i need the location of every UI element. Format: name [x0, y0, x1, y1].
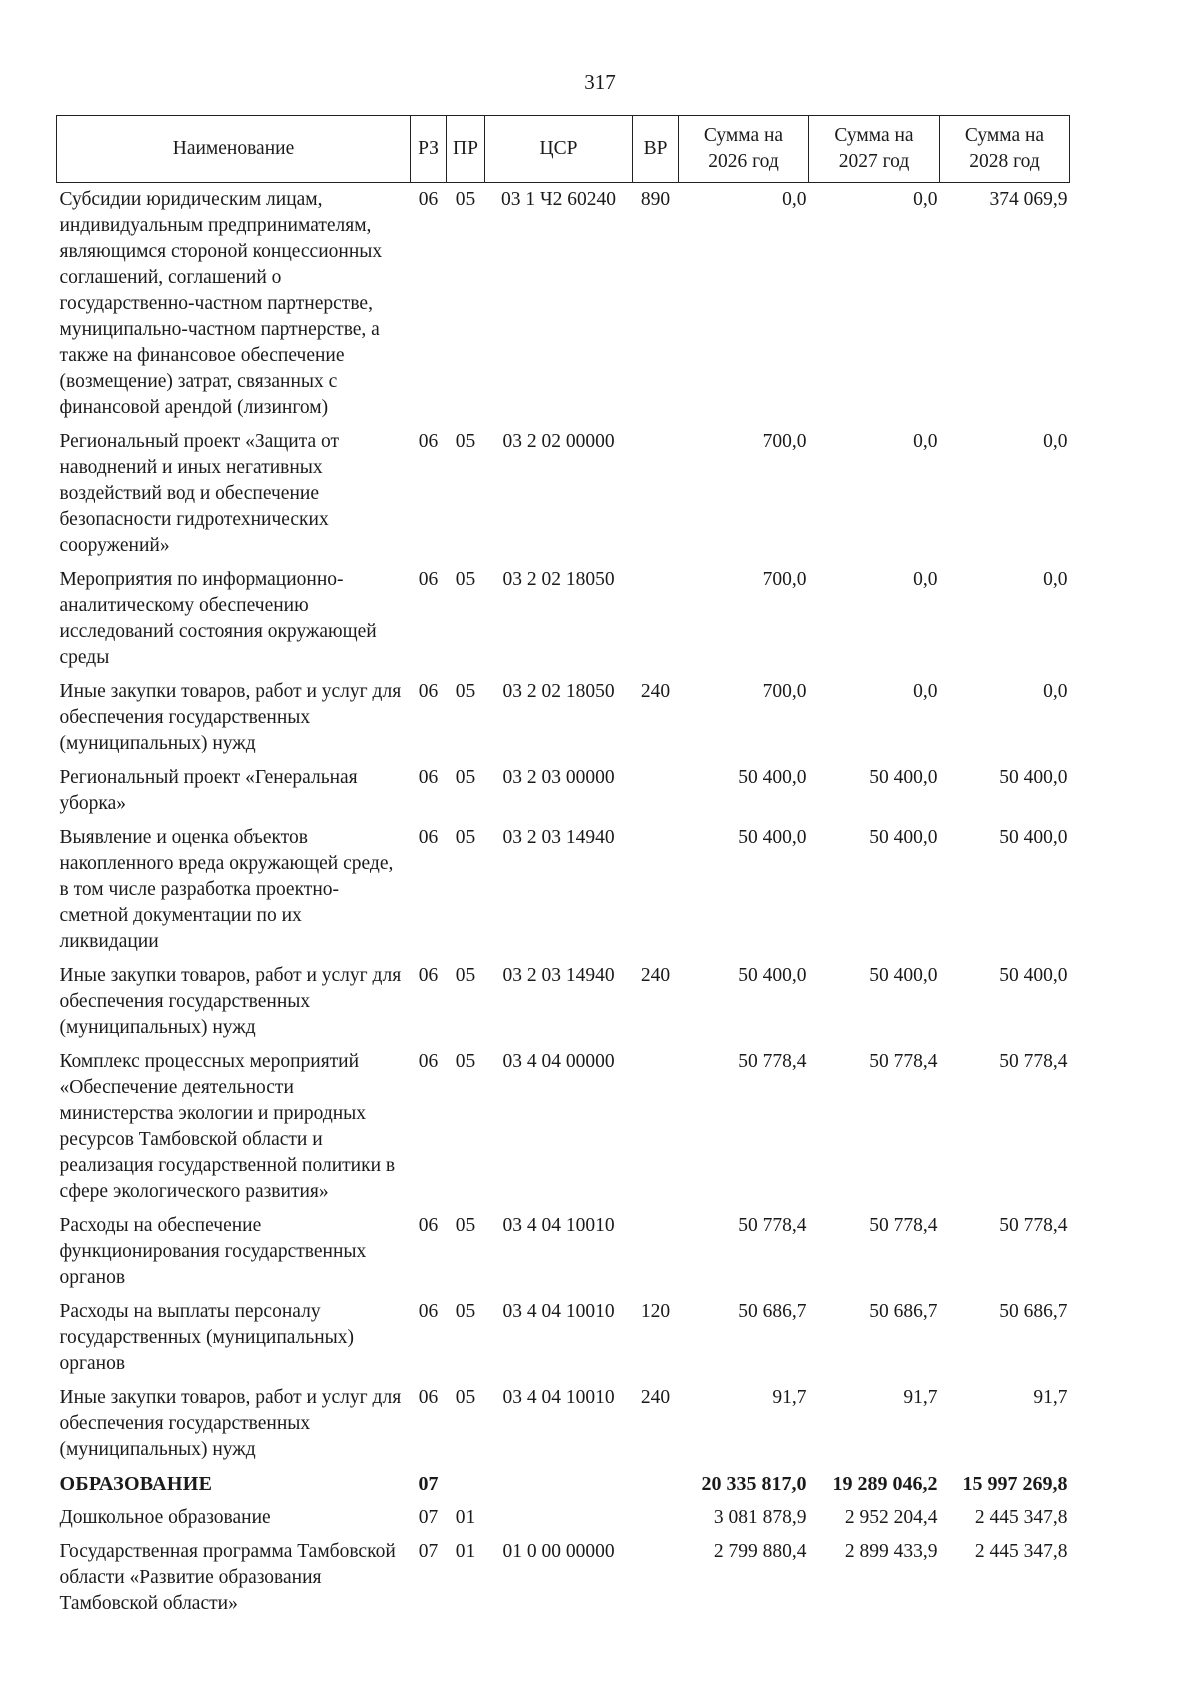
row-rz: 06 — [418, 569, 439, 590]
row-vr — [633, 761, 679, 821]
row-pr: 05 — [455, 827, 476, 848]
table-body — [57, 183, 1070, 1622]
table-row — [57, 563, 1070, 675]
row-rz: 06 — [418, 1301, 439, 1322]
row-vr: 120 — [640, 1301, 671, 1322]
row-sum-2028: 50 400,0 — [999, 767, 1068, 788]
table-row — [57, 1381, 1070, 1467]
row-sum-2026: 700,0 — [762, 569, 807, 590]
row-csr: 03 2 03 14940 — [502, 827, 615, 848]
row-sum-2026: 3 081 878,9 — [713, 1507, 807, 1528]
row-sum-2027: 91,7 — [903, 1387, 938, 1408]
row-rz: 06 — [418, 431, 439, 452]
row-name: Комплекс процессных мероприятий «Обеспечение деятельности министерства экологии и природных ресурсов Тамбовской области и реализация государственной политики в сфере экологического развития» — [59, 1051, 396, 1202]
row-name: Региональный проект «Генеральная уборка» — [59, 767, 358, 814]
row-sum-2027: 50 686,7 — [869, 1301, 938, 1322]
header-sum-2027: Сумма на 2027 год — [809, 116, 940, 183]
row-vr — [633, 1535, 679, 1621]
row-name: Субсидии юридическим лицам, индивидуальным предпринимателям, являющимся стороной концессионных соглашений, соглашений о государственно-частном партнерстве, муниципально-частном партнерстве, а также на финансовое обеспечение (возмещение) затрат, связанных с финансовой арендой (лизингом) — [59, 189, 383, 418]
row-csr: 03 2 03 00000 — [502, 767, 615, 788]
header-pr: ПР — [447, 116, 485, 183]
table-row — [57, 1295, 1070, 1381]
row-vr — [633, 1467, 679, 1501]
row-csr — [485, 1467, 633, 1501]
row-pr: 05 — [455, 431, 476, 452]
row-pr: 05 — [455, 681, 476, 702]
header-name: Наименование — [57, 116, 411, 183]
row-pr: 05 — [455, 189, 476, 210]
row-sum-2026: 2 799 880,4 — [713, 1541, 807, 1562]
row-sum-2027: 50 400,0 — [869, 965, 938, 986]
row-csr: 03 4 04 00000 — [502, 1051, 615, 1072]
row-sum-2028: 0,0 — [1043, 569, 1068, 590]
header-rz: РЗ — [411, 116, 447, 183]
row-sum-2027: 50 778,4 — [869, 1215, 938, 1236]
row-vr — [633, 1209, 679, 1295]
row-sum-2027: 0,0 — [913, 189, 938, 210]
row-name: ОБРАЗОВАНИЕ — [59, 1473, 213, 1495]
table-row — [57, 1535, 1070, 1621]
page-number: 317 — [584, 70, 616, 94]
row-rz: 06 — [418, 827, 439, 848]
row-sum-2027: 50 400,0 — [869, 827, 938, 848]
row-sum-2027: 50 778,4 — [869, 1051, 938, 1072]
row-rz: 06 — [418, 1051, 439, 1072]
row-vr: 240 — [640, 1387, 671, 1408]
table-row — [57, 675, 1070, 761]
row-rz: 07 — [418, 1507, 439, 1528]
row-sum-2026: 91,7 — [772, 1387, 807, 1408]
row-sum-2026: 700,0 — [762, 431, 807, 452]
row-sum-2027: 0,0 — [913, 681, 938, 702]
row-rz: 06 — [418, 681, 439, 702]
row-pr: 05 — [455, 767, 476, 788]
row-name: Иные закупки товаров, работ и услуг для обеспечения государственных (муниципальных) нужд — [59, 1387, 402, 1460]
row-sum-2027: 50 400,0 — [869, 767, 938, 788]
row-sum-2028: 50 400,0 — [999, 827, 1068, 848]
row-csr: 03 4 04 10010 — [502, 1215, 615, 1236]
row-vr — [633, 425, 679, 563]
row-sum-2028: 50 400,0 — [999, 965, 1068, 986]
row-sum-2026: 50 778,4 — [738, 1051, 807, 1072]
row-name: Расходы на выплаты персоналу государственных (муниципальных) органов — [59, 1301, 355, 1374]
table-row — [57, 761, 1070, 821]
row-sum-2028: 2 445 347,8 — [974, 1507, 1068, 1528]
row-vr — [633, 1501, 679, 1535]
budget-table — [56, 115, 1070, 1621]
row-pr: 05 — [455, 569, 476, 590]
row-rz: 07 — [418, 1473, 439, 1495]
row-name: Дошкольное образование — [59, 1507, 271, 1528]
row-sum-2027: 19 289 046,2 — [832, 1473, 938, 1495]
row-csr: 03 4 04 10010 — [502, 1387, 615, 1408]
row-pr: 01 — [455, 1541, 476, 1562]
row-csr: 03 2 02 18050 — [502, 681, 615, 702]
row-sum-2026: 50 778,4 — [738, 1215, 807, 1236]
row-vr — [633, 1045, 679, 1209]
row-sum-2028: 2 445 347,8 — [974, 1541, 1068, 1562]
header-vr: ВР — [633, 116, 679, 183]
table-row — [57, 1209, 1070, 1295]
row-pr: 05 — [455, 1051, 476, 1072]
row-name: Иные закупки товаров, работ и услуг для обеспечения государственных (муниципальных) нужд — [59, 681, 402, 754]
row-pr: 05 — [455, 1387, 476, 1408]
table-row — [57, 1045, 1070, 1209]
row-sum-2028: 374 069,9 — [989, 189, 1068, 210]
row-csr: 01 0 00 00000 — [502, 1541, 615, 1562]
row-vr — [633, 563, 679, 675]
table-row — [57, 1467, 1070, 1501]
row-sum-2026: 50 400,0 — [738, 767, 807, 788]
table-row — [57, 959, 1070, 1045]
row-sum-2026: 0,0 — [782, 189, 807, 210]
row-sum-2028: 50 778,4 — [999, 1215, 1068, 1236]
row-csr — [485, 1501, 633, 1535]
row-sum-2028: 50 778,4 — [999, 1051, 1068, 1072]
row-sum-2027: 2 899 433,9 — [844, 1541, 938, 1562]
table-row — [57, 821, 1070, 959]
row-pr: 05 — [455, 1215, 476, 1236]
row-sum-2027: 2 952 204,4 — [844, 1507, 938, 1528]
header-csr: ЦСР — [485, 116, 633, 183]
row-rz: 06 — [418, 965, 439, 986]
row-rz: 07 — [418, 1541, 439, 1562]
row-rz: 06 — [418, 1215, 439, 1236]
row-sum-2028: 15 997 269,8 — [962, 1473, 1068, 1495]
row-vr: 240 — [640, 965, 671, 986]
table-row — [57, 425, 1070, 563]
row-csr: 03 2 02 00000 — [502, 431, 615, 452]
row-sum-2027: 0,0 — [913, 431, 938, 452]
row-name: Государственная программа Тамбовской области «Развитие образования Тамбовской области» — [59, 1541, 396, 1614]
row-csr: 03 2 03 14940 — [502, 965, 615, 986]
row-rz: 06 — [418, 767, 439, 788]
row-sum-2027: 0,0 — [913, 569, 938, 590]
row-sum-2028: 0,0 — [1043, 431, 1068, 452]
row-vr — [633, 821, 679, 959]
row-sum-2026: 50 400,0 — [738, 827, 807, 848]
header-sum-2028: Сумма на 2028 год — [940, 116, 1070, 183]
row-pr: 05 — [455, 965, 476, 986]
row-sum-2026: 50 686,7 — [738, 1301, 807, 1322]
row-sum-2026: 700,0 — [762, 681, 807, 702]
row-name: Региональный проект «Защита от наводнений и иных негативных воздействий вод и обеспечение безопасности гидротехнических сооружений» — [59, 431, 340, 556]
row-name: Выявление и оценка объектов накопленного вреда окружающей среде, в том числе разработка проектно-сметной документации по их ликвидации — [59, 827, 394, 952]
header-sum-2026: Сумма на 2026 год — [679, 116, 809, 183]
row-sum-2028: 91,7 — [1033, 1387, 1068, 1408]
table-row — [57, 183, 1070, 426]
row-vr: 240 — [640, 681, 671, 702]
row-pr: 05 — [455, 1301, 476, 1322]
row-sum-2028: 50 686,7 — [999, 1301, 1068, 1322]
row-pr: 01 — [455, 1507, 476, 1528]
row-rz: 06 — [418, 1387, 439, 1408]
row-rz: 06 — [418, 189, 439, 210]
row-csr: 03 1 Ч2 60240 — [500, 189, 617, 210]
row-name: Мероприятия по информационно-аналитическому обеспечению исследований состояния окружающей среды — [59, 569, 377, 668]
row-sum-2026: 50 400,0 — [738, 965, 807, 986]
row-sum-2026: 20 335 817,0 — [701, 1473, 807, 1495]
row-csr: 03 2 02 18050 — [502, 569, 615, 590]
row-name: Расходы на обеспечение функционирования государственных органов — [59, 1215, 367, 1288]
row-vr: 890 — [640, 189, 671, 210]
row-csr: 03 4 04 10010 — [502, 1301, 615, 1322]
row-name: Иные закупки товаров, работ и услуг для обеспечения государственных (муниципальных) нужд — [59, 965, 402, 1038]
table-header-row — [57, 116, 1070, 183]
row-sum-2028: 0,0 — [1043, 681, 1068, 702]
table-row — [57, 1501, 1070, 1535]
row-pr — [447, 1467, 485, 1501]
